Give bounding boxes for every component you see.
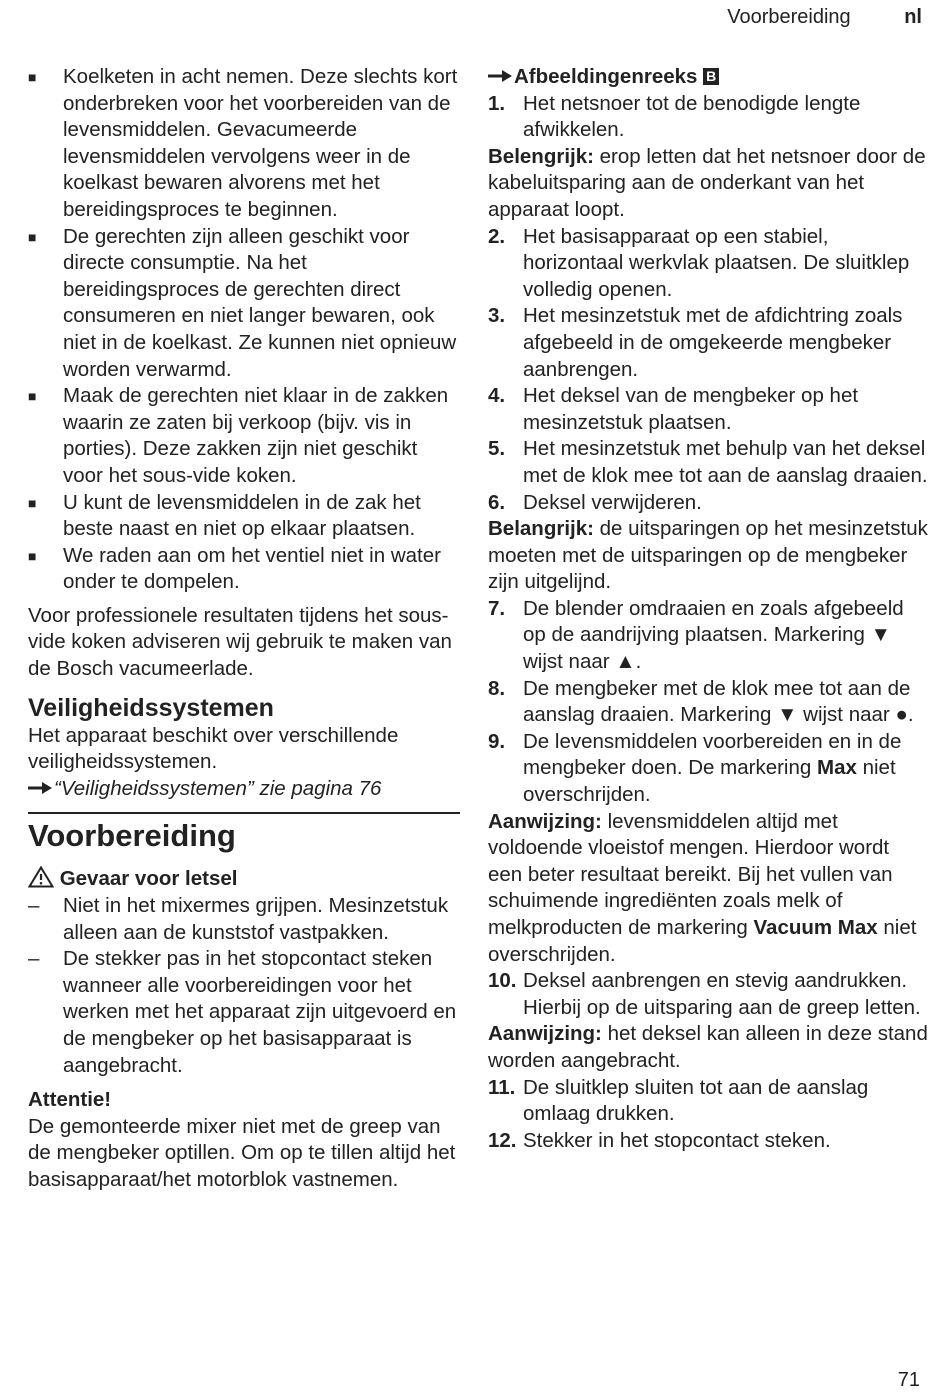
- safety-reference-link[interactable]: “Veiligheidssystemen” zie pagina 76: [54, 776, 382, 800]
- square-bullet-icon: ■: [28, 69, 37, 85]
- warning-item: – De stekker pas in het stopcontact steken wanneer alle voorbereidingen voor het werken met het apparaat zijn uitgevoerd en de mengbeker op het basisapparaat is aangebracht.: [28, 947, 457, 1077]
- warning-triangle-icon: [28, 867, 60, 890]
- page-header: [727, 6, 922, 29]
- figure-letter-badge: B: [703, 68, 719, 85]
- attention-title: Attentie!: [28, 1088, 112, 1112]
- square-bullet-icon: ■: [28, 388, 37, 405]
- note-paragraph: Belengrijk: erop letten dat het netsnoer door de kabeluitsparing aan de onderkant van het apparaat loopt.: [488, 144, 926, 221]
- warning-title: Gevaar voor letsel: [28, 866, 460, 893]
- note-paragraph: Aanwijzing: levensmiddelen altijd met voldoende vloeistof mengen. Hierdoor wordt een beter resultaat bereikt. Bij het vullen van schuimende ingrediënten zoals melk of melkproducten de markering Vacuum Max niet overschrijden.: [488, 809, 917, 966]
- bullet-item: ■ Maak de gerechten niet klaar in de zakken waarin ze zaten bij verkoop (bijv. vis in porties). Deze zakken zijn niet geschikt voor het sous-vide koken.: [28, 384, 449, 487]
- main-heading: Voorbereiding: [28, 818, 236, 854]
- square-bullet-icon: ■: [28, 494, 37, 511]
- step-item: 1. Het netsnoer tot de benodigde lengte afwikkelen.: [488, 91, 861, 142]
- pro-results-paragraph: Voor professionele resultaten tijdens het sous-vide koken adviseren wij gebruik te maken van de Bosch vacumeerlade.: [28, 603, 452, 681]
- header-section: Voorbereiding: [727, 6, 851, 28]
- note-paragraph: Aanwijzing: het deksel kan alleen in deze stand worden aangebracht.: [488, 1022, 928, 1072]
- triangle-down-icon: ▼: [777, 703, 798, 727]
- bullet-item: ■ U kunt de levensmiddelen in de zak het beste naast en niet op elkaar plaatsen.: [28, 490, 421, 541]
- attention-paragraph: De gemonteerde mixer niet met de greep van de mengbeker optillen. Om op te tillen altijd het basisapparaat/het motorblok vastnemen.: [28, 1114, 456, 1191]
- arrow-right-icon: [488, 64, 514, 91]
- triangle-up-icon: ▲: [615, 650, 636, 674]
- step-item: 6. Deksel verwijderen.: [488, 490, 702, 514]
- right-column: [488, 64, 928, 1154]
- note-paragraph: Belangrijk: de uitsparingen op het mesinzetstuk moeten met de uitsparingen op de mengbeker zijn uitgelijnd.: [488, 517, 928, 594]
- square-bullet-icon: ■: [28, 228, 37, 245]
- header-language: nl: [904, 6, 922, 28]
- step-item: 2. Het basisapparaat op een stabiel, horizontaal werkvlak plaatsen. De sluitklep volledig openen.: [488, 224, 910, 301]
- square-bullet-icon: ■: [28, 547, 37, 564]
- warning-item: – Niet in het mixermes grijpen. Mesinzetstuk alleen aan de kunststof vastpakken.: [28, 894, 449, 944]
- step-item: 4. Het deksel van de mengbeker op het mesinzetstuk plaatsen.: [488, 384, 859, 434]
- step-item: 8. De mengbeker met de klok mee tot aan de aanslag draaien. Markering ▼ wijst naar ●.: [488, 676, 914, 727]
- arrow-right-icon: [28, 776, 54, 803]
- triangle-down-icon: ▼: [870, 623, 891, 647]
- bullet-item: ■ De gerechten zijn alleen geschikt voor directe consumptie. Na het bereidingsproces de gerechten direct consumeren en niet langer bewaren, ook niet in de koelkast. Ze kunnen niet opnieuw worden verwarmd.: [28, 224, 457, 381]
- step-item: 5. Het mesinzetstuk met behulp van het deksel met de klok mee tot aan de aanslag draaien.: [488, 437, 928, 487]
- filled-circle-icon: ●: [895, 703, 908, 727]
- step-item: 12. Stekker in het stopcontact steken.: [488, 1128, 831, 1152]
- figure-reference: Afbeeldingenreeks B: [488, 64, 928, 91]
- bullet-item: ■ Koelketen in acht nemen. Deze slechts kort onderbreken voor het voorbereiden van de levensmiddelen. Gevacumeerde levensmiddelen vervolgens weer in de koelkast bewaren alvorens met het bereidingsproces te beginnen.: [28, 65, 458, 221]
- page-number: 71: [897, 1369, 920, 1391]
- safety-reference: [28, 776, 460, 803]
- step-item: 7. De blender omdraaien en zoals afgebeeld op de aandrijving plaatsen. Markering ▼ wijst naar ▲.: [488, 596, 904, 674]
- left-column: [28, 64, 460, 1194]
- safety-heading: Veiligheidssystemen: [28, 693, 274, 722]
- step-item: 9. De levensmiddelen voorbereiden en in de mengbeker doen. De markering Max niet overschrijden.: [488, 729, 902, 807]
- step-item: 10. Deksel aanbrengen en stevig aandrukken. Hierbij op de uitsparing aan de greep letten.: [488, 969, 921, 1019]
- section-divider: [28, 812, 460, 814]
- bullet-item: ■ We raden aan om het ventiel niet in water onder te dompelen.: [28, 543, 441, 594]
- safety-paragraph: Het apparaat beschikt over verschillende veiligheidssystemen.: [28, 723, 399, 774]
- step-item: 11. De sluitklep sluiten tot aan de aanslag omlaag drukken.: [488, 1075, 869, 1126]
- step-item: 3. Het mesinzetstuk met de afdichtring zoals afgebeeld in de omgekeerde mengbeker aanbrengen.: [488, 304, 903, 381]
